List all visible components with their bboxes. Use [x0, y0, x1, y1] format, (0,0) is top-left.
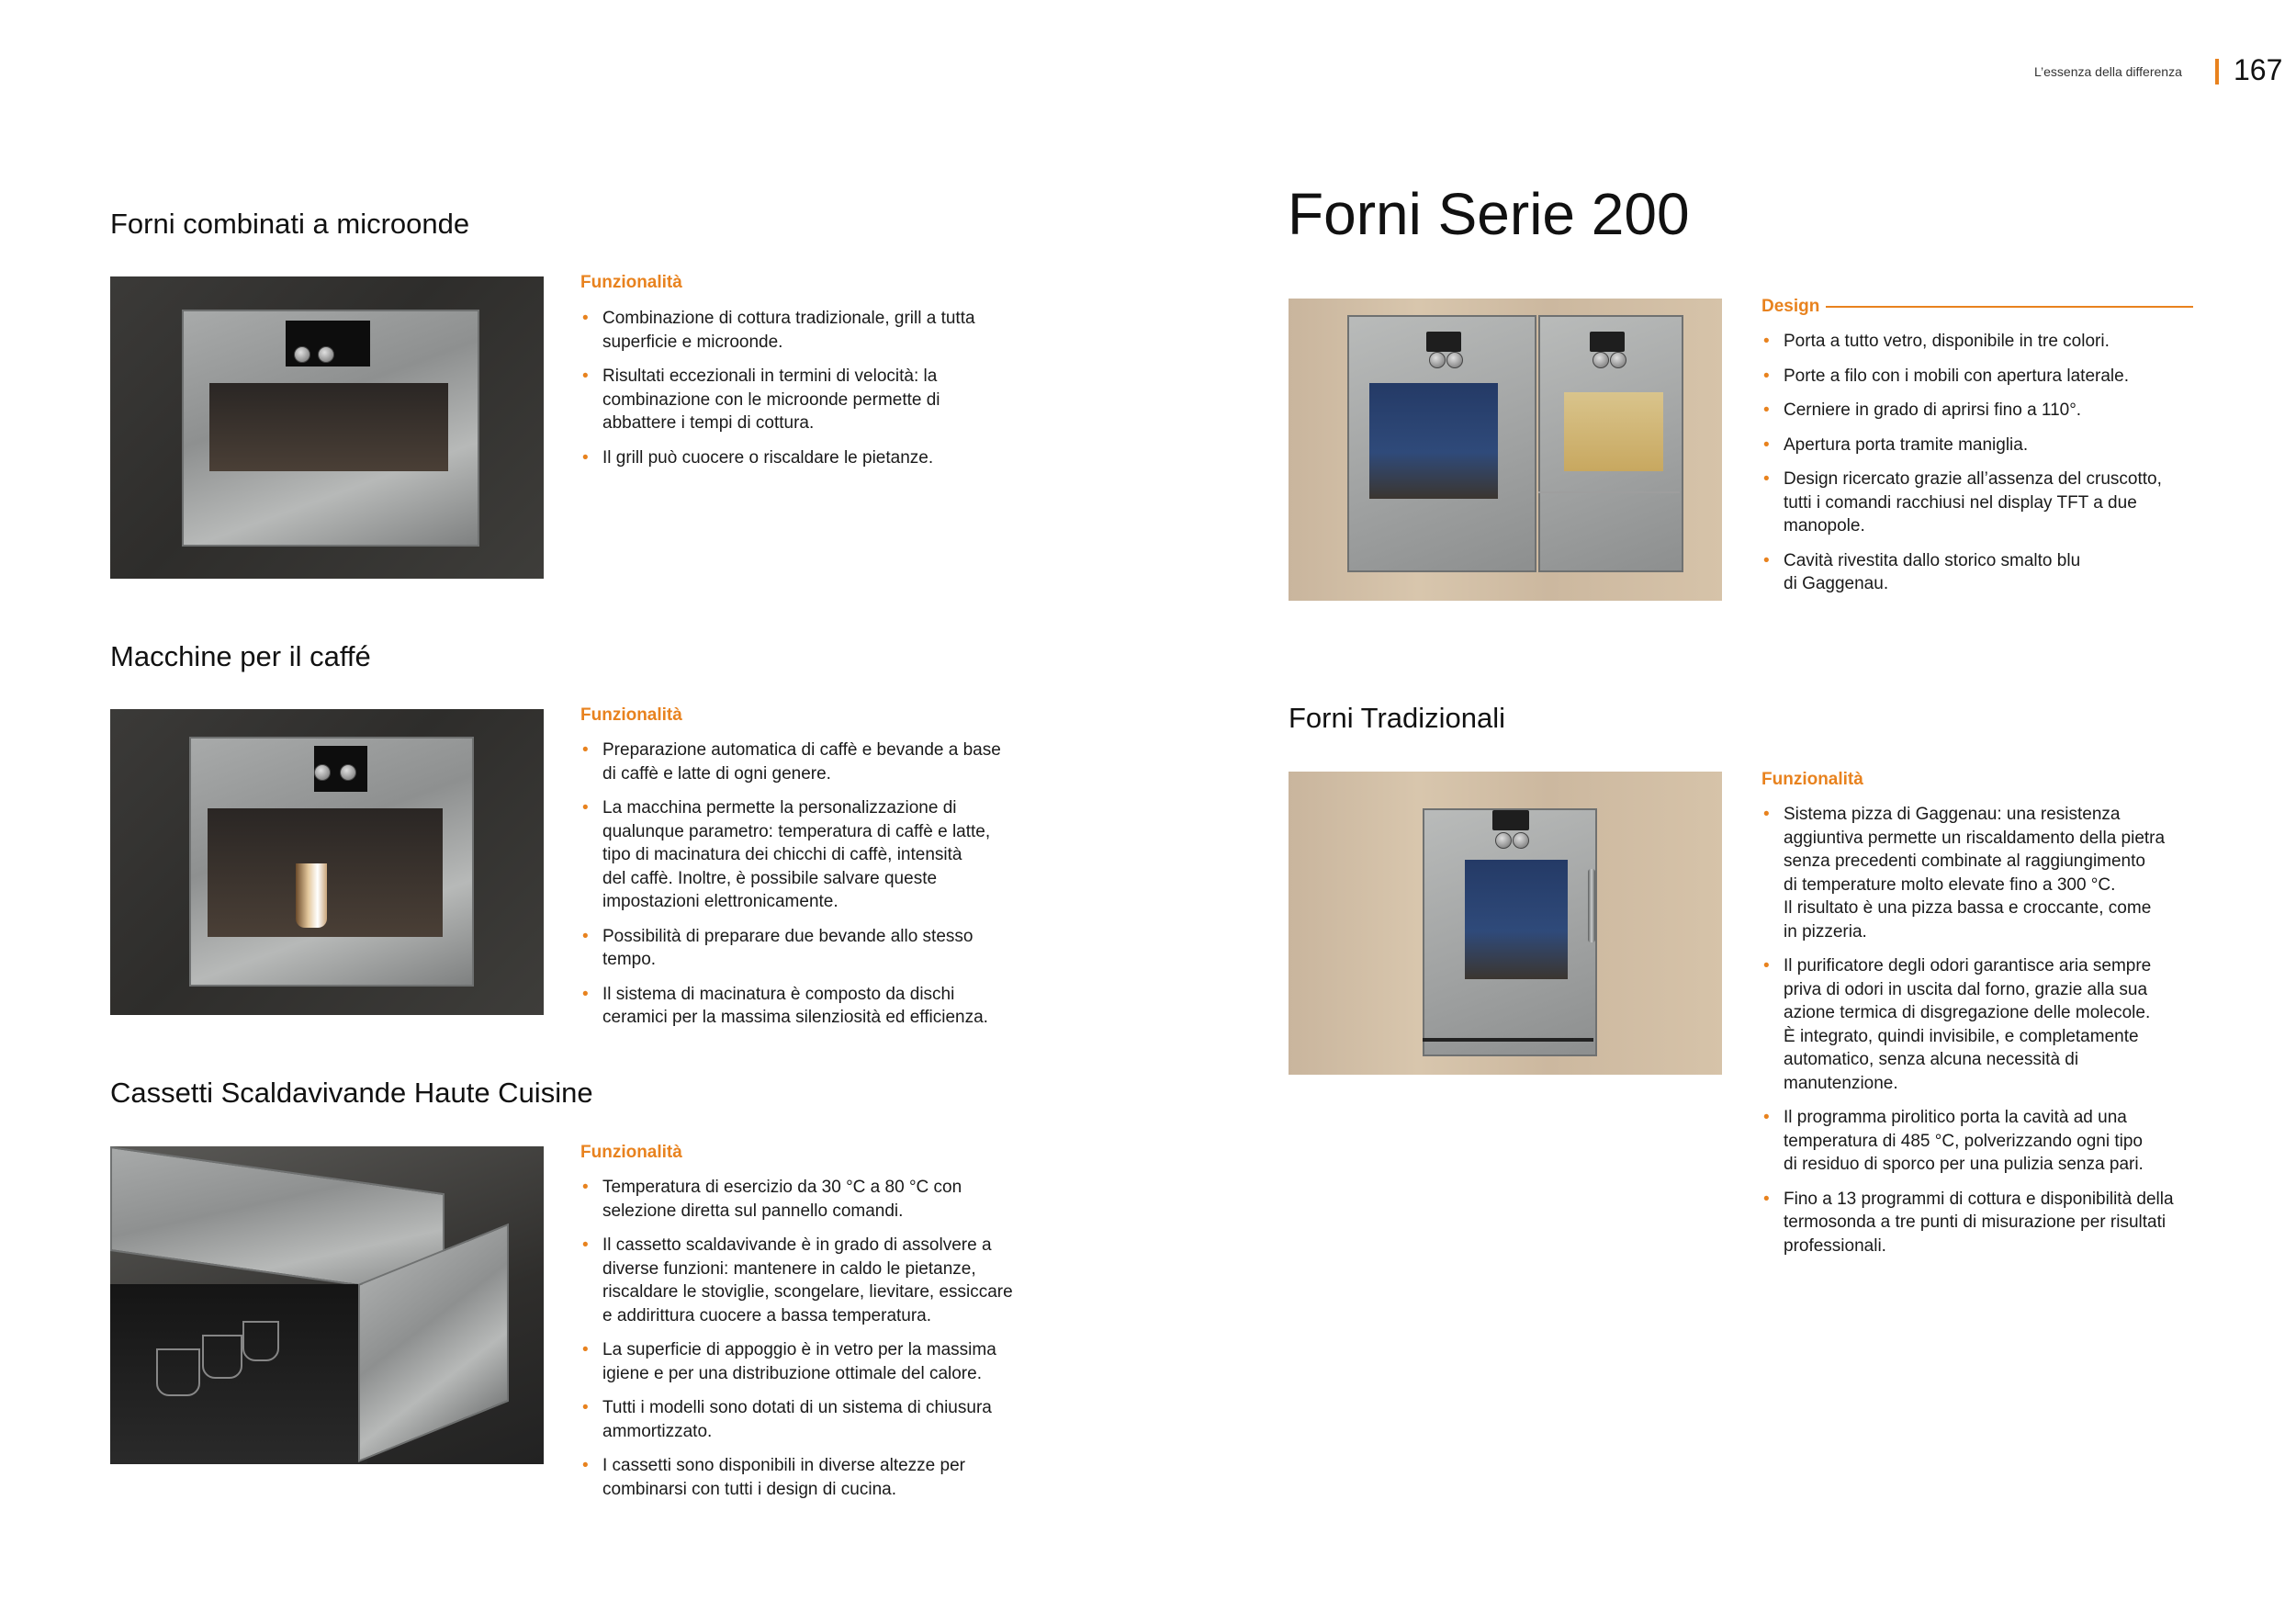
list-item: • Porta a tutto vetro, disponibile in tre colori.: [1763, 332, 2110, 351]
list-item: • Porte a filo con i mobili con apertura laterale.: [1763, 366, 2129, 386]
list-item: • Preparazione automatica di caffè e bevande a base di caffè e latte di ogni genere.: [582, 740, 1001, 784]
running-header: L’essenza della differenza: [2034, 64, 2182, 79]
list-item: • Possibilità di preparare due bevande allo stesso tempo.: [582, 926, 974, 969]
serie-200-ovens-photo: [1289, 299, 1722, 601]
list-item: • I cassetti sono disponibili in diverse altezze per combinarsi con tutti i design di cucina.: [582, 1456, 965, 1499]
list-item: • Risultati eccezionali in termini di velocità: la combinazione con le microonde permette di abbattere i tempi di cottura.: [582, 367, 940, 433]
coffee-machine-photo: [110, 709, 544, 1015]
list-item: • Sistema pizza di Gaggenau: una resistenza aggiuntiva permette un riscaldamento della pietra senza precedenti combinate al raggiungimento di temperature molto elevate fino a 300 °C. Il risultato è una pizza bassa e croccante, come in pizzeria.: [1763, 805, 2166, 942]
list-item: • La superficie di appoggio è in vetro per la massima igiene e per una distribuzione ottimale del calore.: [582, 1340, 996, 1383]
list-item: • La macchina permette la personalizzazione di qualunque parametro: temperatura di caffè e latte, tipo di macinatura dei chicchi di caffè, intensità del caffè. Inoltre, è possibile salvare queste impostazioni elettronicamente.: [582, 798, 991, 911]
list-item: • Il purificatore degli odori garantisce aria sempre priva di odori in uscita dal forno, grazie alla sua azione termica di disgregazione delle molecole. È integrato, quindi invisibile, e completamente automatico, senza alcuna necessità di manutenzione.: [1763, 956, 2152, 1093]
bullet-list-caffe: [580, 739, 1058, 1041]
list-item: • Combinazione di cottura tradizionale, grill a tutta superficie e microonde.: [582, 309, 975, 352]
section-title-cassetti: Cassetti Scaldavivande Haute Cuisine: [110, 1077, 593, 1109]
list-item: • Il grill può cuocere o riscaldare le pietanze.: [582, 447, 934, 468]
section-title-caffe: Macchine per il caffé: [110, 640, 371, 672]
list-item: • Il sistema di macinatura è composto da dischi ceramici per la massima silenziosità ed efficienza.: [582, 984, 988, 1027]
bullet-list-cassetti: [580, 1176, 1076, 1512]
list-item: • Tutti i modelli sono dotati di un sistema di chiusura ammortizzato.: [582, 1398, 992, 1441]
section-title-microonde: Forni combinati a microonde: [110, 208, 470, 240]
bullet-list-microonde: [580, 307, 1058, 480]
bullet-list-tradizionali: [1761, 803, 2221, 1269]
header-divider: [2215, 59, 2219, 85]
page-number: 167: [2234, 53, 2283, 86]
list-item: • Design ricercato grazie all’assenza del cruscotto, tutti i comandi racchiusi nel display TFT a due manopole.: [1763, 469, 2162, 536]
list-item: • Cavità rivestita dallo storico smalto blu di Gaggenau.: [1763, 550, 2081, 593]
section-title-tradizionali: Forni Tradizionali: [1289, 702, 1506, 734]
label-design: Design: [1761, 297, 1820, 316]
bullet-list-design: [1761, 330, 2221, 607]
microwave-oven-photo: [110, 276, 544, 579]
list-item: • Il programma pirolitico porta la cavità ad una temperatura di 485 °C, polverizzando ogni tipo di residuo di sporco per una pulizia senza pari.: [1763, 1108, 2144, 1174]
list-item: • Apertura porta tramite maniglia.: [1763, 434, 2029, 455]
list-item: • Cerniere in grado di aprirsi fino a 110°.: [1763, 400, 2082, 420]
warming-drawer-photo: [110, 1146, 544, 1464]
label-funzionalita-2: Funzionalità: [580, 705, 682, 725]
list-item: • Il cassetto scaldavivande è in grado di assolvere a diverse funzioni: mantenere in caldo le pietanze, riscaldare le stoviglie, scongelare, lievitare, essiccare e addirittura cuocere a bassa temperatura.: [582, 1235, 1013, 1325]
traditional-oven-photo: [1289, 772, 1722, 1075]
list-item: • Fino a 13 programmi di cottura e disponibilità della termosonda a tre punti di misurazione per risultati professionali.: [1763, 1189, 2174, 1256]
label-funzionalita-1: Funzionalità: [580, 273, 682, 292]
list-item: • Temperatura di esercizio da 30 °C a 80 °C con selezione diretta sul pannello comandi.: [582, 1178, 962, 1221]
design-rule: [1826, 306, 2193, 308]
label-funzionalita-4: Funzionalità: [1761, 770, 1863, 789]
page-title: Forni Serie 200: [1288, 181, 1690, 247]
label-funzionalita-3: Funzionalità: [580, 1143, 682, 1162]
